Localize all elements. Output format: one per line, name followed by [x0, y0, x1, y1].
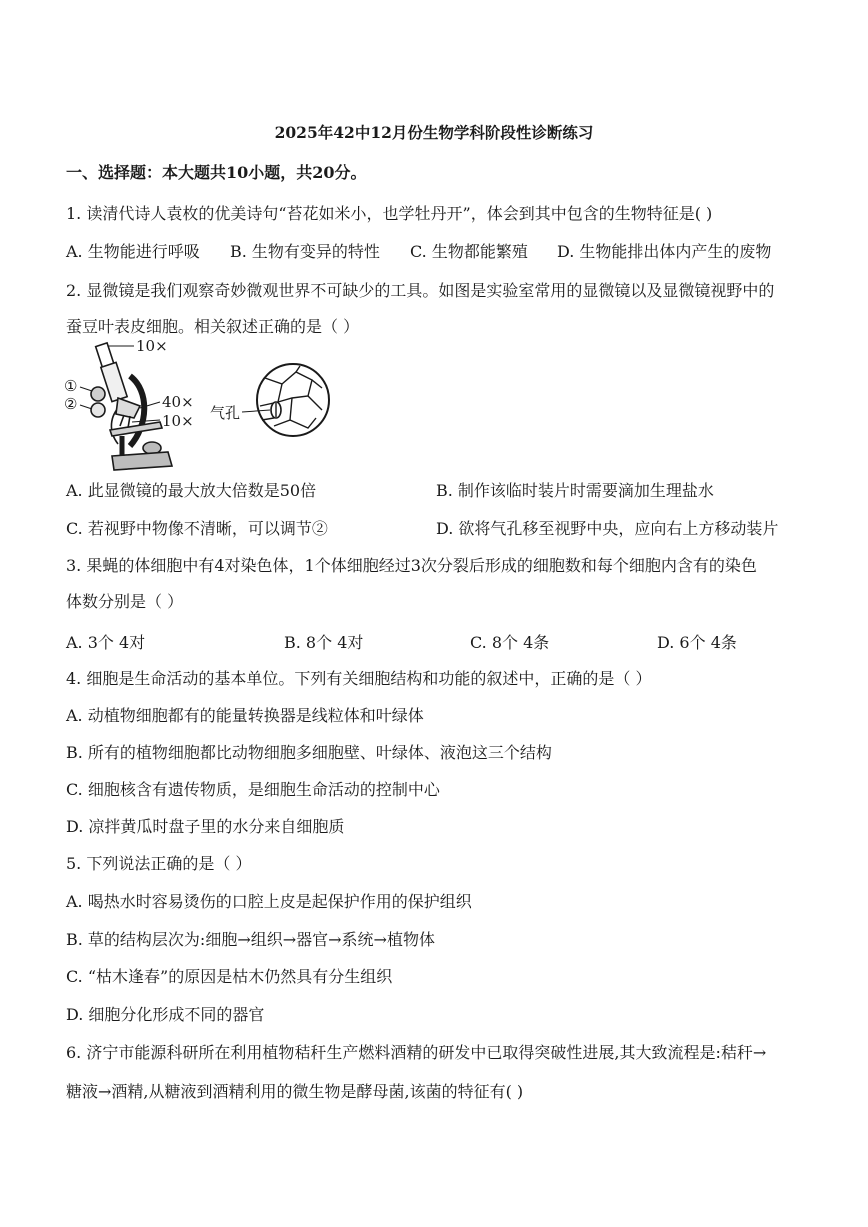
question-2-stem-line1: 2. 显微镜是我们观察奇妙微观世界不可缺少的工具。如图是实验室常用的显微镜以及显微镜视野中的 — [66, 281, 775, 300]
q4-option-b: B. 所有的植物细胞都比动物细胞多细胞壁、叶绿体、液泡这三个结构 — [66, 743, 552, 762]
page-title: 2025年42中12月份生物学科阶段性诊断练习 — [274, 123, 594, 142]
q4-option-c: C. 细胞核含有遗传物质，是细胞生命活动的控制中心 — [66, 780, 440, 799]
label-1: ① — [64, 377, 78, 395]
question-1-stem: 1. 读清代诗人袁枚的优美诗句“苔花如米小，也学牡丹开”，体会到其中包含的生物特征是( ) — [66, 204, 713, 223]
q2-option-d: D. 欲将气孔移至视野中央，应向右上方移动装片 — [436, 519, 779, 538]
question-4-stem: 4. 细胞是生命活动的基本单位。下列有关细胞结构和功能的叙述中，正确的是（ ） — [66, 669, 652, 688]
q2-option-c: C. 若视野中物像不清晰，可以调节② — [66, 519, 328, 538]
question-2-stem-line2: 蚕豆叶表皮细胞。相关叙述正确的是（ ） — [66, 317, 360, 336]
q1-option-d: D. 生物能排出体内产生的废物 — [557, 242, 772, 261]
question-6-stem-line2: 糖液→酒精,从糖液到酒精利用的微生物是酵母菌,该菌的特征有( ) — [66, 1082, 524, 1101]
q1-option-c: C. 生物都能繁殖 — [410, 242, 528, 261]
q5-option-c: C. “枯木逢春”的原因是枯木仍然具有分生组织 — [66, 967, 393, 986]
q5-option-a: A. 喝热水时容易烫伤的口腔上皮是起保护作用的保护组织 — [66, 892, 472, 911]
q3-option-c: C. 8个 4条 — [470, 633, 550, 652]
question-3-stem-line1: 3. 果蝇的体细胞中有4对染色体，1个体细胞经过3次分裂后形成的细胞数和每个细胞内含有的染色 — [66, 556, 757, 575]
q2-option-a: A. 此显微镜的最大放大倍数是50倍 — [66, 481, 317, 500]
label-objective-10x: 10× — [162, 412, 194, 430]
label-2: ② — [64, 395, 78, 413]
question-5-stem: 5. 下列说法正确的是（ ） — [66, 854, 252, 873]
label-objective-40x: 40× — [162, 393, 194, 411]
q3-option-b: B. 8个 4对 — [284, 633, 364, 652]
q1-option-b: B. 生物有变异的特性 — [230, 242, 380, 261]
microscope-diagram — [60, 336, 360, 476]
q3-option-a: A. 3个 4对 — [66, 633, 146, 652]
q5-option-d: D. 细胞分化形成不同的器官 — [66, 1005, 265, 1024]
q1-option-a: A. 生物能进行呼吸 — [66, 242, 200, 261]
section-heading: 一、选择题：本大题共10小题，共20分。 — [66, 163, 367, 182]
microscope-icon — [91, 343, 172, 470]
question-6-stem-line1: 6. 济宁市能源科研所在利用植物秸秆生产燃料酒精的研发中已取得突破性进展,其大致流程是:秸秆→ — [66, 1043, 767, 1062]
label-stoma: 气孔 — [210, 404, 241, 422]
field-of-view-icon — [257, 364, 329, 436]
q2-option-b: B. 制作该临时装片时需要滴加生理盐水 — [436, 481, 714, 500]
q3-option-d: D. 6个 4条 — [657, 633, 737, 652]
q5-option-b: B. 草的结构层次为:细胞→组织→器官→系统→植物体 — [66, 930, 435, 949]
question-3-stem-line2: 体数分别是（ ） — [66, 592, 184, 611]
q4-option-d: D. 凉拌黄瓜时盘子里的水分来自细胞质 — [66, 817, 345, 836]
q4-option-a: A. 动植物细胞都有的能量转换器是线粒体和叶绿体 — [66, 706, 424, 725]
label-eyepiece-10x: 10× — [136, 337, 168, 355]
microscope-figure — [60, 336, 360, 476]
